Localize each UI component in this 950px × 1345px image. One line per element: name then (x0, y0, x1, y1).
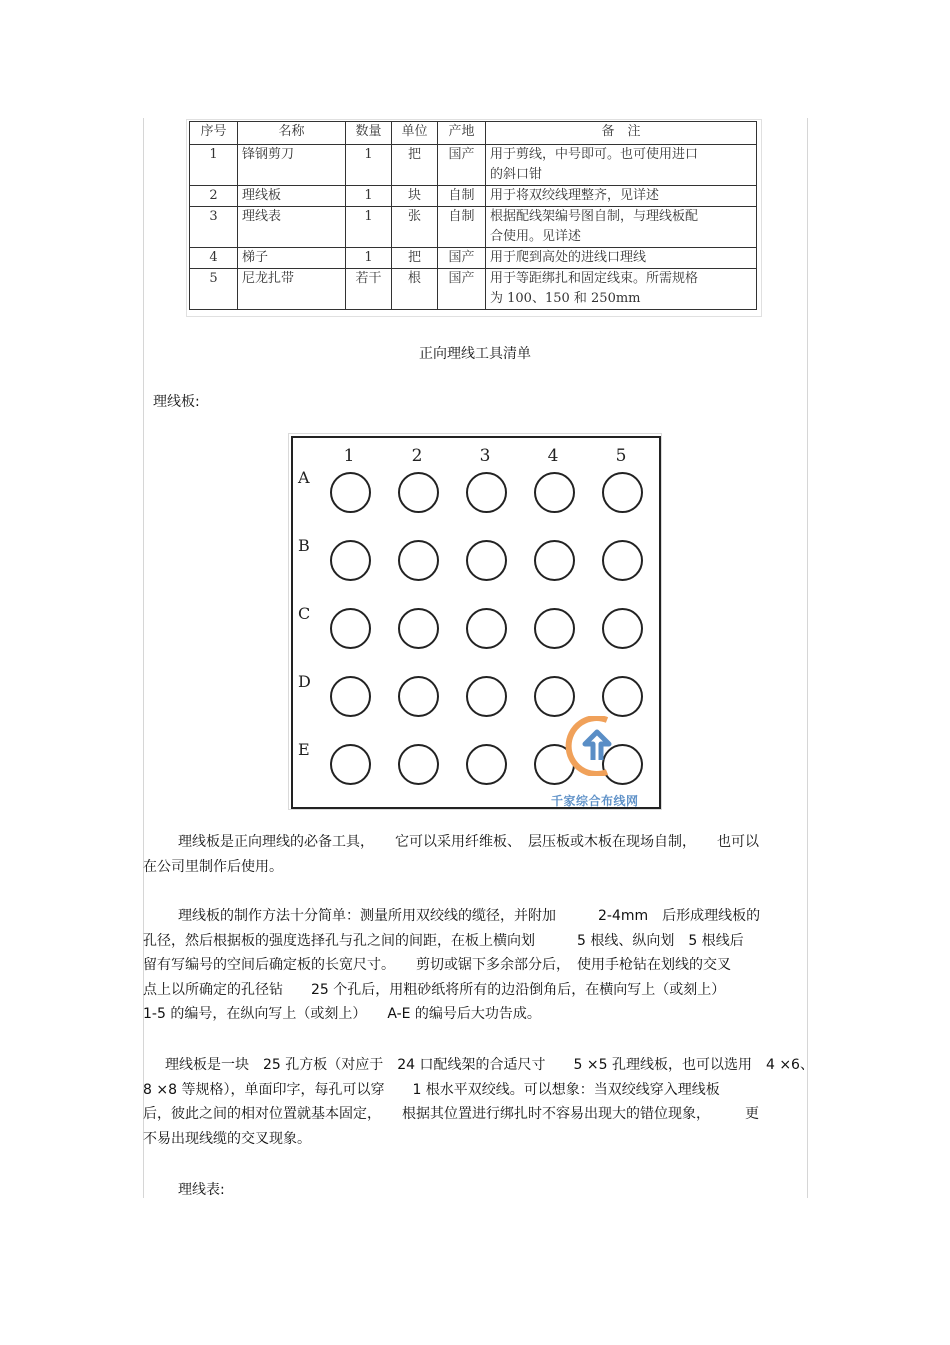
board-hole (398, 744, 439, 785)
tools-table (189, 121, 757, 310)
cell-qty: 1 (346, 248, 392, 269)
table-row (190, 145, 757, 186)
cell-origin: 国产 (438, 248, 486, 269)
row-letter: C (298, 604, 311, 623)
paragraph-line: 留有写编号的空间后确定板的长宽尺寸。 剪切或锯下多余部分后， 使用手枪钻在划线的交叉 (143, 957, 731, 974)
board-hole (534, 472, 575, 513)
paragraph-line: 理线板的制作方法十分简单：测量所用双绞线的缆径，并附加 2-4mm 后形成理线板的 (178, 908, 761, 924)
cell-no: 3 (190, 207, 238, 248)
header-unit: 单位 (392, 122, 438, 145)
cell-no: 1 (190, 145, 238, 186)
section-heading-board: 理线板: (153, 394, 200, 410)
board-hole (602, 608, 643, 649)
cell-unit: 把 (392, 145, 438, 186)
row-letter: E (298, 740, 310, 759)
cell-origin: 国产 (438, 269, 486, 310)
cell-qty: 1 (346, 186, 392, 207)
board-hole (398, 676, 439, 717)
cell-name: 尼龙扎带 (238, 269, 346, 310)
cell-name: 梯子 (238, 248, 346, 269)
paragraph-line: 8 ×8 等规格），单面印字，每孔可以穿 1 根水平双绞线。可以想象：当双绞线穿入理线板 (143, 1081, 720, 1098)
paragraph-line: 理线板是一块 25 孔方板（对应于 24 口配线架的合适尺寸 5 ×5 孔理线板，也可以选用 4 ×6、 (165, 1057, 814, 1073)
note-line: 根据配线架编号图自制，与理线板配 (490, 209, 699, 224)
cell-note (486, 186, 757, 207)
watermark-logo-icon (555, 716, 635, 776)
cell-note (486, 269, 757, 310)
note-line: 的斜口钳 (490, 167, 543, 182)
table-header-row (190, 122, 757, 145)
cell-origin: 自制 (438, 207, 486, 248)
header-name: 名称 (238, 122, 346, 145)
board-hole (466, 676, 507, 717)
page-margin-left (143, 118, 144, 1198)
column-number: 4 (547, 446, 559, 466)
column-number: 1 (343, 446, 355, 466)
row-letter: D (298, 672, 311, 691)
cell-no: 5 (190, 269, 238, 310)
header-qty: 数量 (346, 122, 392, 145)
paragraph-line: 后，彼此之间的相对位置就基本固定， 根据其位置进行绑扎时不容易出现大的错位现象， 更 (143, 1106, 759, 1123)
cell-unit: 张 (392, 207, 438, 248)
cell-qty: 1 (346, 207, 392, 248)
paragraph-line: 不易出现线缆的交叉现象。 (143, 1130, 311, 1147)
board-figure (288, 433, 662, 810)
board-hole (466, 608, 507, 649)
cell-name: 锋钢剪刀 (238, 145, 346, 186)
board-hole (330, 744, 371, 785)
cell-origin: 自制 (438, 186, 486, 207)
page-margin-right (807, 118, 808, 1198)
board-hole (330, 676, 371, 717)
cell-unit: 块 (392, 186, 438, 207)
tools-table-figure (186, 119, 762, 317)
header-no: 序号 (190, 122, 238, 145)
board-hole (534, 676, 575, 717)
paragraph-line: 在公司里制作后使用。 (143, 858, 283, 875)
cell-name: 理线表 (238, 207, 346, 248)
table-row (190, 186, 757, 207)
table-row (190, 269, 757, 310)
board-hole (602, 472, 643, 513)
cell-unit: 把 (392, 248, 438, 269)
cell-origin: 国产 (438, 145, 486, 186)
note-line: 合使用。见详述 (490, 229, 582, 244)
paragraph-line: 理线板是正向理线的必备工具， 它可以采用纤维板、 层压板或木板在现场自制， 也可以 (178, 834, 759, 850)
cell-qty: 若干 (346, 269, 392, 310)
cell-qty: 1 (346, 145, 392, 186)
table-row (190, 248, 757, 269)
body-paragraph (143, 830, 808, 879)
table-row (190, 207, 757, 248)
board-hole (602, 676, 643, 717)
board-diagram (291, 436, 661, 809)
note-line: 为 100、150 和 250mm (490, 291, 641, 306)
board-hole (330, 608, 371, 649)
board-hole (330, 540, 371, 581)
row-letter: B (298, 536, 310, 555)
cell-note (486, 145, 757, 186)
board-hole (330, 472, 371, 513)
column-number: 2 (411, 446, 423, 466)
board-hole (466, 744, 507, 785)
section-heading-table: 理线表: (178, 1182, 225, 1198)
cell-note (486, 248, 757, 269)
board-hole (398, 472, 439, 513)
board-hole (534, 540, 575, 581)
board-hole (602, 540, 643, 581)
cell-note (486, 207, 757, 248)
note-line: 用于剪线，中号即可。也可使用进口 (490, 147, 699, 162)
body-paragraph (143, 1053, 814, 1151)
note-line: 用于等距绑扎和固定线束。所需规格 (490, 271, 699, 286)
board-hole (466, 540, 507, 581)
column-number: 5 (615, 446, 627, 466)
header-origin: 产地 (438, 122, 486, 145)
watermark-text: 千家综合布线网 (551, 794, 639, 808)
cell-no: 4 (190, 248, 238, 269)
cell-no: 2 (190, 186, 238, 207)
note-line: 用于爬到高处的进线口理线 (490, 250, 647, 265)
paragraph-line: 点上以所确定的孔径钻 25 个孔后，用粗砂纸将所有的边沿倒角后，在横向写上（或刻上） (143, 981, 726, 998)
board-hole (466, 472, 507, 513)
note-line: 用于将双绞线理整齐，见详述 (490, 188, 660, 203)
cell-name: 理线板 (238, 186, 346, 207)
header-note: 备 注 (486, 122, 757, 145)
paragraph-line: 孔径，然后根据板的强度选择孔与孔之间的间距，在板上横向划 5 根线、纵向划 5 根线后 (143, 932, 744, 949)
row-letter: A (298, 468, 310, 487)
board-hole (534, 608, 575, 649)
cell-unit: 根 (392, 269, 438, 310)
board-hole (398, 540, 439, 581)
column-number: 3 (479, 446, 491, 466)
body-paragraph (143, 904, 808, 1027)
board-hole (398, 608, 439, 649)
paragraph-line: 1-5 的编号，在纵向写上（或刻上） A-E 的编号后大功告成。 (143, 1006, 541, 1023)
table-caption: 正向理线工具清单 (419, 346, 531, 362)
